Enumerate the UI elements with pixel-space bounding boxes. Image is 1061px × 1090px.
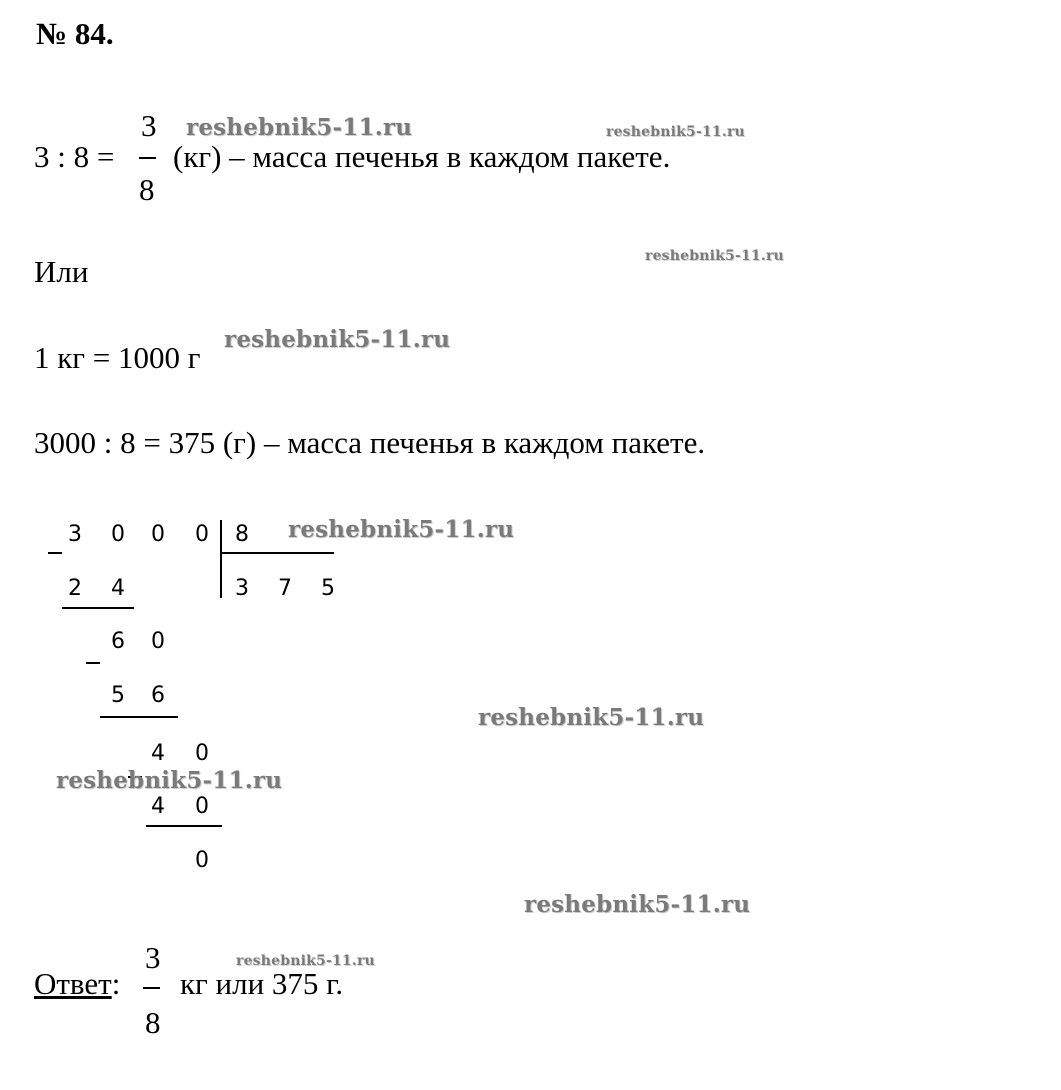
line1-frac-bar	[139, 157, 156, 159]
watermark-text: reshebnik5-11.ru	[186, 114, 413, 141]
watermark-text: reshebnik5-11.ru	[288, 516, 515, 543]
watermark-text: reshebnik5-11.ru	[224, 326, 451, 353]
minus-sign	[48, 552, 62, 554]
answer-label: Ответ	[34, 966, 112, 1001]
watermark-text: reshebnik5-11.ru	[645, 248, 784, 264]
answer-frac-bar	[143, 987, 160, 989]
subtraction-line	[100, 716, 178, 718]
subtrahend-digit: 5	[111, 683, 125, 708]
line2-conversion: 1 кг = 1000 г	[34, 340, 201, 375]
dividend-digit: 0	[195, 522, 209, 547]
remainder-digit: 4	[151, 741, 165, 766]
remainder-digit: 0	[195, 741, 209, 766]
watermark-text: reshebnik5-11.ru	[236, 953, 375, 969]
subtrahend-digit: 2	[68, 576, 82, 601]
watermark-text: reshebnik5-11.ru	[478, 704, 705, 731]
or-text: Или	[34, 254, 89, 289]
dividend-digit: 0	[111, 522, 125, 547]
remainder-digit: 0	[151, 629, 165, 654]
quotient-digit: 3	[235, 576, 249, 601]
divisor: 8	[235, 522, 249, 547]
line1-frac-numerator: 3	[141, 108, 157, 143]
line1-frac-denominator: 8	[139, 172, 155, 207]
remainder-digit: 6	[111, 629, 125, 654]
dividend-digit: 3	[68, 522, 82, 547]
problem-title: № 84.	[36, 16, 114, 51]
minus-sign	[86, 662, 100, 664]
answer-colon: :	[111, 966, 121, 1001]
subtrahend-digit: 0	[195, 794, 209, 819]
answer-frac-numerator: 3	[145, 940, 161, 975]
line3-computation: 3000 : 8 = 375 (г) – масса печенья в каждом пакете.	[34, 425, 706, 460]
answer-frac-denominator: 8	[145, 1005, 161, 1040]
watermark-text: reshebnik5-11.ru	[56, 767, 283, 794]
dividend-digit: 0	[151, 522, 165, 547]
subtrahend-digit: 6	[151, 683, 165, 708]
watermark-text: reshebnik5-11.ru	[524, 891, 751, 918]
subtraction-line	[62, 607, 134, 609]
quotient-digit: 7	[278, 576, 292, 601]
final-remainder: 0	[195, 848, 209, 873]
subtrahend-digit: 4	[111, 576, 125, 601]
subtraction-line	[146, 825, 222, 827]
quotient-digit: 5	[321, 576, 335, 601]
line1-lhs: 3 : 8 =	[34, 139, 115, 174]
line1-rhs: (кг) – масса печенья в каждом пакете.	[173, 139, 671, 174]
answer-line	[34, 966, 120, 1002]
subtrahend-digit: 4	[151, 794, 165, 819]
watermark-text: reshebnik5-11.ru	[606, 124, 745, 140]
answer-text: кг или 375 г.	[180, 966, 344, 1001]
divisor-underline	[220, 552, 334, 554]
